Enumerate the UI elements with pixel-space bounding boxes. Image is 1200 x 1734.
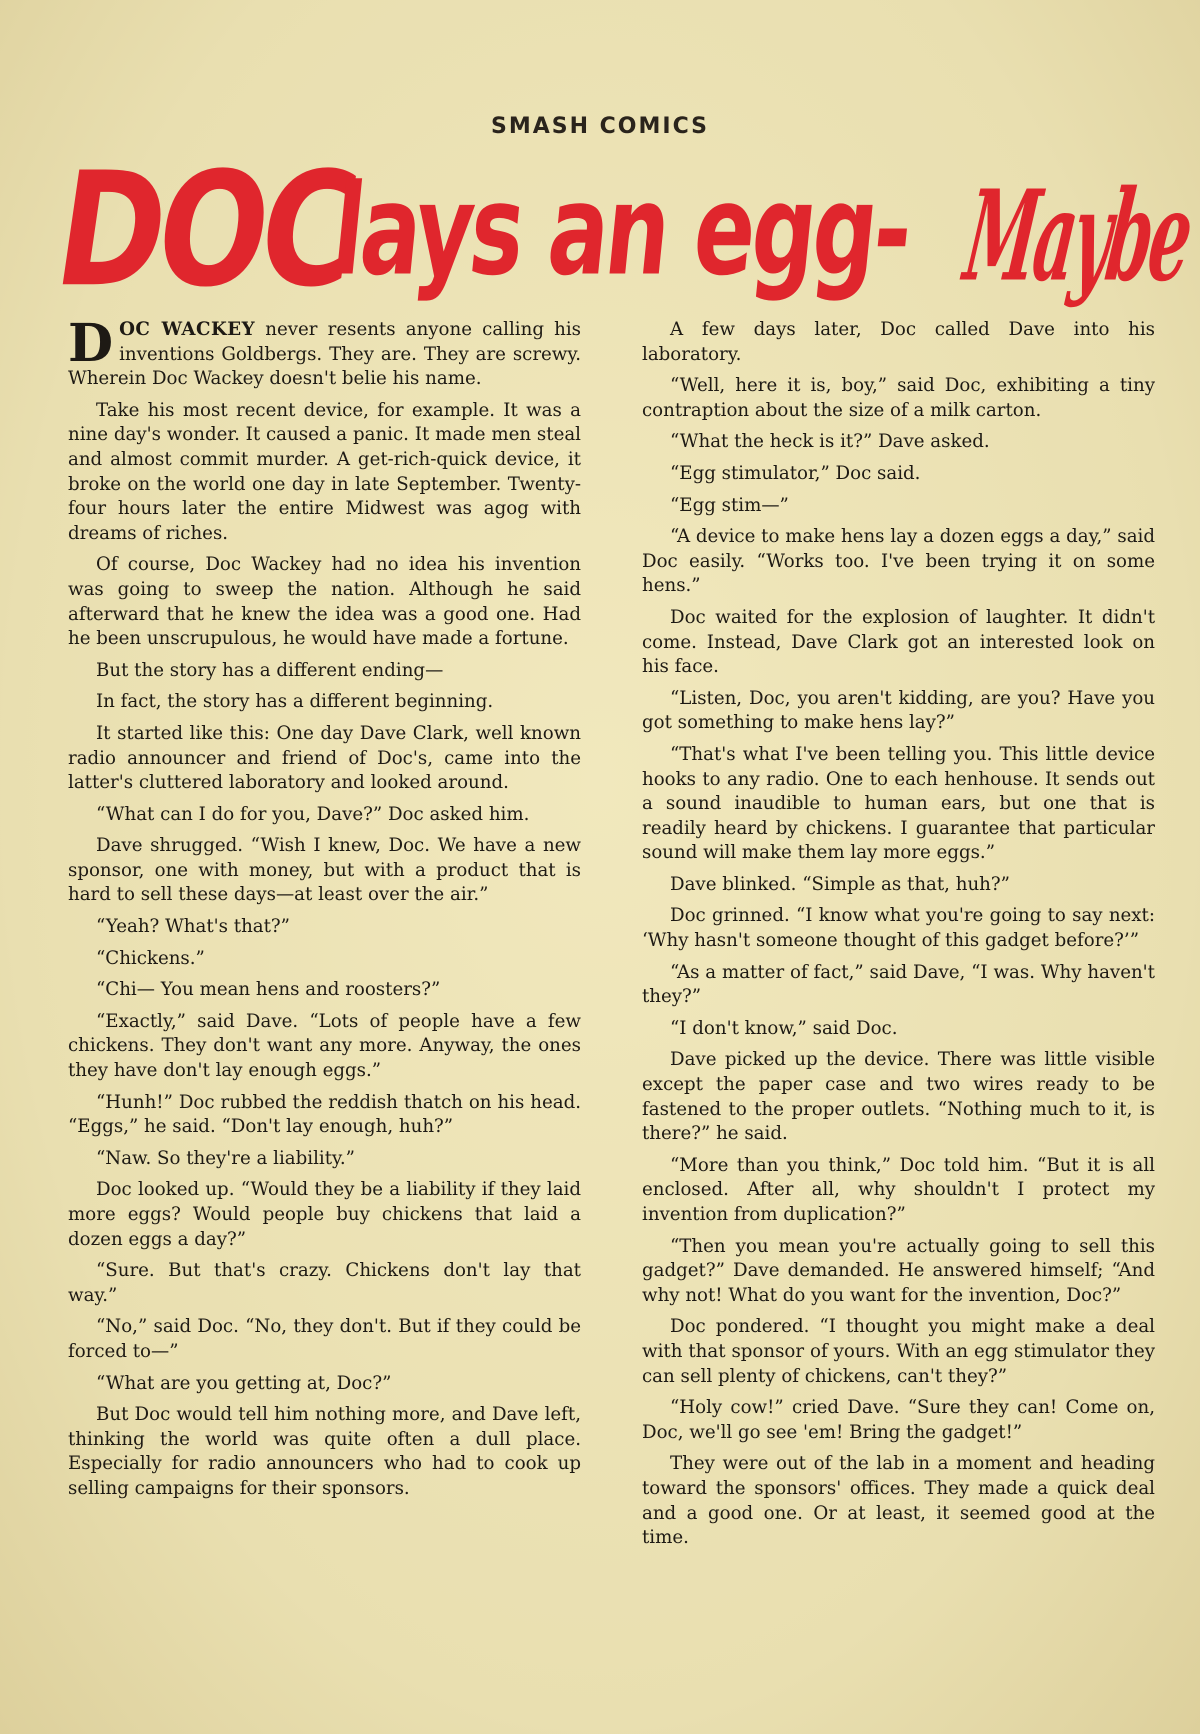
- paragraph: Dave blinked. “Simple as that, huh?”: [670, 873, 1010, 895]
- paragraph: “What the heck is it?” Dave asked.: [670, 431, 990, 453]
- paragraph: “No,” said Doc. “No, they don't. But if they could be forced to—”: [68, 1316, 581, 1362]
- paragraph: Dave picked up the device. There was little visible except the paper case and two wires ready to be fastened to the proper outlets. “Nothing much to it, is there?” he said.: [642, 1049, 1155, 1145]
- paragraph: “What are you getting at, Doc?”: [96, 1372, 392, 1394]
- paragraph: But Doc would tell him nothing more, and Dave left, thinking the world was quite often a dull place. Especially for radio announcers who had to cook up selling campaigns for their sponsors.: [68, 1404, 581, 1499]
- paragraph: “Hunh!” Doc rubbed the reddish thatch on his head. “Eggs,” he said. “Don't lay enough, huh?”: [68, 1091, 581, 1138]
- paragraph: “Exactly,” said Dave. “Lots of people have a few chickens. They don't want any more. Anyway, the ones they have don't lay enough eggs.”: [68, 1010, 581, 1082]
- paragraph: “As a matter of fact,” said Dave, “I was. Why haven't they?”: [642, 961, 1155, 1008]
- paragraph: “That's what I've been telling you. This little device hooks to any radio. One to each henhouse. It sends out a sound inaudible to human ears, but one that is readily heard by chickens. I guarantee that particular sound will make them lay more eggs.”: [642, 743, 1155, 864]
- paragraph: In fact, the story has a different beginning.: [96, 691, 494, 713]
- paragraph: Of course, Doc Wackey had no idea his invention was going to sweep the nation. Although he said afterward that he knew the idea was a good one. Had he been unscrupulous, he would have made a fortune.: [68, 554, 581, 650]
- title-doc: DOC: [45, 139, 363, 323]
- paragraph: “Holy cow!” cried Dave. “Sure they can! Come on, Doc, we'll go see 'em! Bring the gadget!”: [642, 1397, 1155, 1443]
- page-header: SMASH COMICS: [490, 114, 709, 139]
- paragraph: “I don't know,” said Doc.: [670, 1017, 898, 1039]
- title-maybe: Maybe: [957, 162, 1198, 310]
- story-title: [45, 139, 1198, 323]
- paragraph: Doc waited for the explosion of laughter. It didn't come. Instead, Dave Clark got an interested look on his face.: [642, 606, 1155, 678]
- first-paragraph: [68, 313, 581, 392]
- paragraph: “Yeah? What's that?”: [96, 916, 290, 938]
- title-main: lays an egg-: [326, 157, 916, 304]
- lead-in: OC WACKEY: [119, 319, 256, 340]
- paragraph: “Egg stim—”: [670, 494, 789, 516]
- drop-cap: D: [68, 313, 114, 374]
- paragraph: But the story has a different ending—: [96, 659, 444, 681]
- paragraph: “Egg stimulator,” Doc said.: [670, 462, 921, 484]
- paragraph: Doc looked up. “Would they be a liability if they laid more eggs? Would people buy chickens that laid a dozen eggs a day?”: [68, 1179, 581, 1250]
- paragraph: Take his most recent device, for example. It was a nine day's wonder. It caused a panic. It made men steal and almost commit murder. A get-rich-quick device, it broke on the world one day in late September. Twenty-four hours later the entire Midwest was agog with dreams of riches.: [68, 399, 581, 544]
- left-column: [68, 313, 581, 1509]
- first-paragraph-text: never resents anyone calling his inventions Goldbergs. They are. They are screwy. Wherein Doc Wackey doesn't belie his name.: [68, 319, 581, 390]
- paragraph: “A device to make hens lay a dozen eggs a day,” said Doc easily. “Works too. I've been trying it on some hens.”: [642, 526, 1155, 597]
- paragraph: Dave shrugged. “Wish I knew, Doc. We have a new sponsor, one with money, but with a product that is hard to sell these days—at least over the air.”: [68, 835, 581, 906]
- paragraph: “Then you mean you're actually going to sell this gadget?” Dave demanded. He answered himself; “And why not! What do you want for the invention, Doc?”: [642, 1235, 1155, 1306]
- paragraph: Doc pondered. “I thought you might make a deal with that sponsor of yours. With an egg stimulator they can sell plenty of chickens, can't they?”: [642, 1316, 1155, 1387]
- right-column: [642, 318, 1155, 1558]
- paragraph: “Listen, Doc, you aren't kidding, are you? Have you got something to make hens lay?”: [642, 687, 1155, 734]
- paragraph: They were out of the lab in a moment and heading toward the sponsors' offices. They made a quick deal and a good one. Or at least, it seemed good at the time.: [642, 1453, 1155, 1549]
- paragraph: “Sure. But that's crazy. Chickens don't lay that way.”: [68, 1260, 581, 1306]
- paragraph: “What can I do for you, Dave?” Doc asked him.: [96, 803, 530, 825]
- paragraph: “Chickens.”: [96, 947, 205, 969]
- paragraph: A few days later, Doc called Dave into his laboratory.: [642, 319, 1155, 365]
- paragraph: “Well, here it is, boy,” said Doc, exhibiting a tiny contraption about the size of a milk carton.: [642, 375, 1155, 421]
- paragraph: “Chi— You mean hens and roosters?”: [96, 979, 441, 1001]
- paragraph: “Naw. So they're a liability.”: [96, 1147, 355, 1169]
- paragraph: Doc grinned. “I know what you're going to say next: ‘Why hasn't someone thought of this gadget before?’”: [642, 905, 1155, 952]
- paragraph: It started like this: One day Dave Clark, well known radio announcer and friend of Doc's, came into the latter's cluttered laboratory and looked around.: [68, 722, 581, 794]
- paragraph: “More than you think,” Doc told him. “But it is all enclosed. After all, why shouldn't I protect my invention from duplication?”: [642, 1154, 1155, 1225]
